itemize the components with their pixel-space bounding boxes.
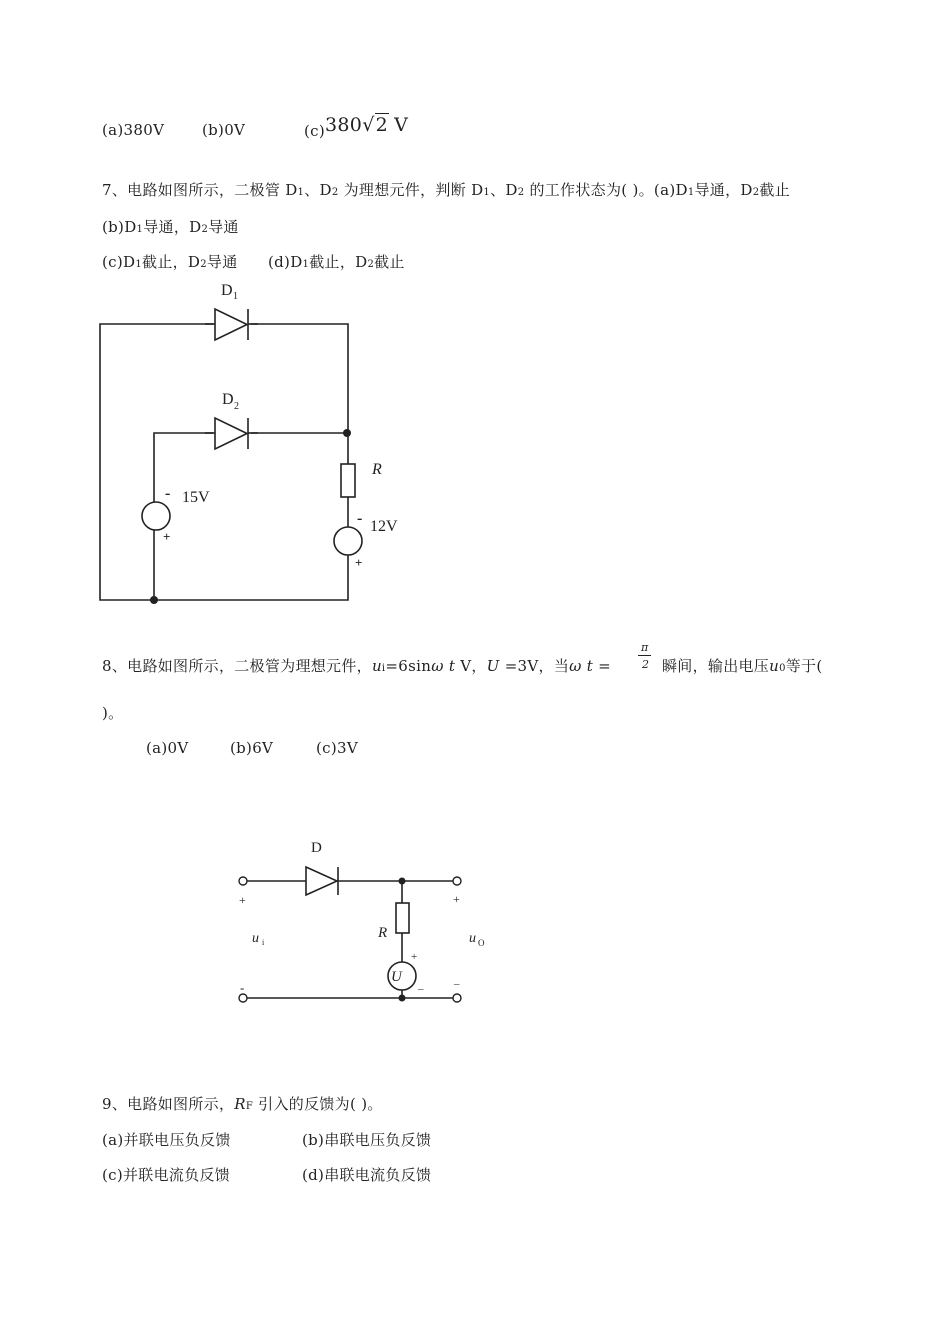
- source-15v-label: 15V: [182, 489, 210, 506]
- diode-d2-icon: [205, 417, 258, 451]
- r-label: R: [372, 461, 382, 478]
- q7-text: 为理想元件，判断 D: [338, 181, 484, 199]
- q6-option-b: (b)0V: [202, 121, 246, 139]
- d-label: D: [311, 840, 322, 856]
- d1-label: D: [221, 282, 233, 299]
- q7-text: (c)D: [102, 253, 136, 271]
- t-symbol: t: [586, 657, 594, 675]
- q9-option-a: (a)并联电压负反馈: [102, 1131, 231, 1149]
- wire: [100, 324, 348, 600]
- junction-dot: [343, 429, 351, 437]
- q7-option-b: [102, 218, 239, 239]
- q7-text: 导通，D: [143, 218, 202, 236]
- q8-text: V，: [455, 657, 487, 675]
- q8-text: =: [593, 657, 612, 675]
- q8-question-line-1-tail: [662, 657, 823, 678]
- q9-question-line: [102, 1095, 383, 1116]
- resistor-icon: [341, 464, 355, 497]
- q9-text: 9、电路如图所示，: [102, 1095, 235, 1113]
- source-12v-label: 12V: [370, 518, 398, 535]
- q7-text: 截止，D: [309, 253, 368, 271]
- rf-symbol: R: [234, 1095, 246, 1113]
- omega-symbol: ω: [569, 657, 582, 675]
- q8-question-line-1: [102, 657, 611, 678]
- subscript: 1: [136, 224, 144, 235]
- q6-option-c: [304, 114, 409, 140]
- minus-sign: -: [165, 485, 171, 502]
- subscript: 2: [517, 187, 525, 198]
- q7-text: 截止: [759, 181, 790, 199]
- d1-subscript: 1: [233, 291, 238, 302]
- d2-label: D: [222, 391, 234, 408]
- ui-subscript: i: [262, 938, 265, 947]
- q7-text: 导通: [206, 253, 238, 271]
- q8-text: 8、电路如图所示，二极管为理想元件，: [102, 657, 372, 675]
- q7-circuit-diagram: [0, 270, 450, 615]
- q7-text: 导通: [208, 218, 239, 236]
- minus-sign: -: [357, 510, 363, 527]
- diode-d1-icon: [205, 308, 258, 342]
- diode-d-icon: [306, 867, 338, 895]
- q6-option-c-unit: V: [394, 114, 409, 136]
- uo-symbol: u: [769, 657, 780, 675]
- subscript: 0: [779, 663, 786, 674]
- plus-sign: +: [163, 529, 171, 544]
- r-label: R: [378, 925, 388, 941]
- q8-text: 瞬间，输出电压: [662, 657, 770, 675]
- subscript: 1: [687, 187, 695, 198]
- subscript: 2: [200, 259, 207, 270]
- subscript: 1: [483, 187, 491, 198]
- q8-option-a: (a)0V: [146, 739, 189, 757]
- pi-numerator: π: [641, 641, 649, 654]
- junction-dot: [399, 878, 406, 885]
- two-denominator: 2: [642, 658, 650, 671]
- q8-text: =3V，当: [499, 657, 570, 675]
- voltage-source-icon: [142, 502, 170, 530]
- q8-text: =6sin: [385, 657, 432, 675]
- resistor-icon: [396, 903, 409, 933]
- q7-text: 导通，D: [694, 181, 753, 199]
- subscript: i: [381, 663, 386, 674]
- terminal-icon: [453, 994, 461, 1002]
- q7-text: 、D: [304, 181, 332, 199]
- u-symbol: U: [486, 657, 500, 675]
- subscript: 2: [201, 224, 209, 235]
- wire: [154, 433, 348, 600]
- plus-sign: +: [411, 951, 418, 963]
- omega-symbol: ω: [431, 657, 444, 675]
- subscript: F: [245, 1101, 254, 1112]
- q8-option-b: (b)6V: [230, 739, 274, 757]
- uo-label: u: [469, 931, 476, 946]
- d2-subscript: 2: [234, 401, 239, 412]
- subscript: 1: [302, 259, 310, 270]
- junction-dot: [150, 596, 158, 604]
- subscript: 2: [331, 187, 339, 198]
- q7-text: 截止，D: [142, 253, 201, 271]
- q6-option-a: (a)380V: [102, 121, 165, 139]
- q9-text: 引入的反馈为( )。: [253, 1095, 383, 1113]
- q9-option-d: (d)串联电流负反馈: [302, 1166, 432, 1184]
- sqrt-symbol: √: [362, 114, 375, 136]
- q7-text: 7、电路如图所示，二极管 D: [102, 181, 298, 199]
- q6-option-c-value: 380: [325, 114, 363, 136]
- q8-question-line-2: )。: [102, 704, 124, 722]
- output-minus-sign: –: [454, 978, 460, 990]
- terminal-icon: [453, 877, 461, 885]
- minus-sign: –: [418, 983, 424, 995]
- terminal-icon: [239, 994, 247, 1002]
- q8-circuit-diagram: [200, 830, 520, 1020]
- uo-subscript: O: [478, 938, 485, 948]
- q7-text: (b)D: [102, 218, 137, 236]
- ui-symbol: u: [371, 657, 382, 675]
- q9-option-b: (b)串联电压负反馈: [302, 1131, 432, 1149]
- q9-option-c: (c)并联电流负反馈: [102, 1166, 231, 1184]
- q7-text: 截止: [374, 253, 405, 271]
- subscript: 1: [297, 187, 305, 198]
- subscript: 2: [367, 259, 375, 270]
- q7-question-line-1: [102, 181, 790, 202]
- junction-dot: [399, 995, 406, 1002]
- plus-sign: +: [355, 555, 363, 570]
- q8-text: 等于(: [785, 657, 823, 675]
- q7-text: (d)D: [268, 253, 303, 271]
- output-plus-sign: +: [453, 892, 460, 906]
- q8-option-c: (c)3V: [316, 739, 358, 757]
- q7-text: 、D: [490, 181, 518, 199]
- input-minus-sign: -: [240, 980, 245, 995]
- q7-text: 的工作状态为( )。(a)D: [524, 181, 688, 199]
- voltage-source-icon: [334, 527, 362, 555]
- t-symbol: t: [448, 657, 456, 675]
- subscript: 2: [752, 187, 760, 198]
- q6-option-c-prefix: (c): [304, 122, 326, 140]
- q6-option-c-radicand: 2: [375, 114, 388, 136]
- ui-label: u: [252, 931, 259, 946]
- input-plus-sign: +: [239, 893, 246, 907]
- u-source-label: U: [391, 969, 402, 985]
- subscript: 1: [135, 259, 143, 270]
- terminal-icon: [239, 877, 247, 885]
